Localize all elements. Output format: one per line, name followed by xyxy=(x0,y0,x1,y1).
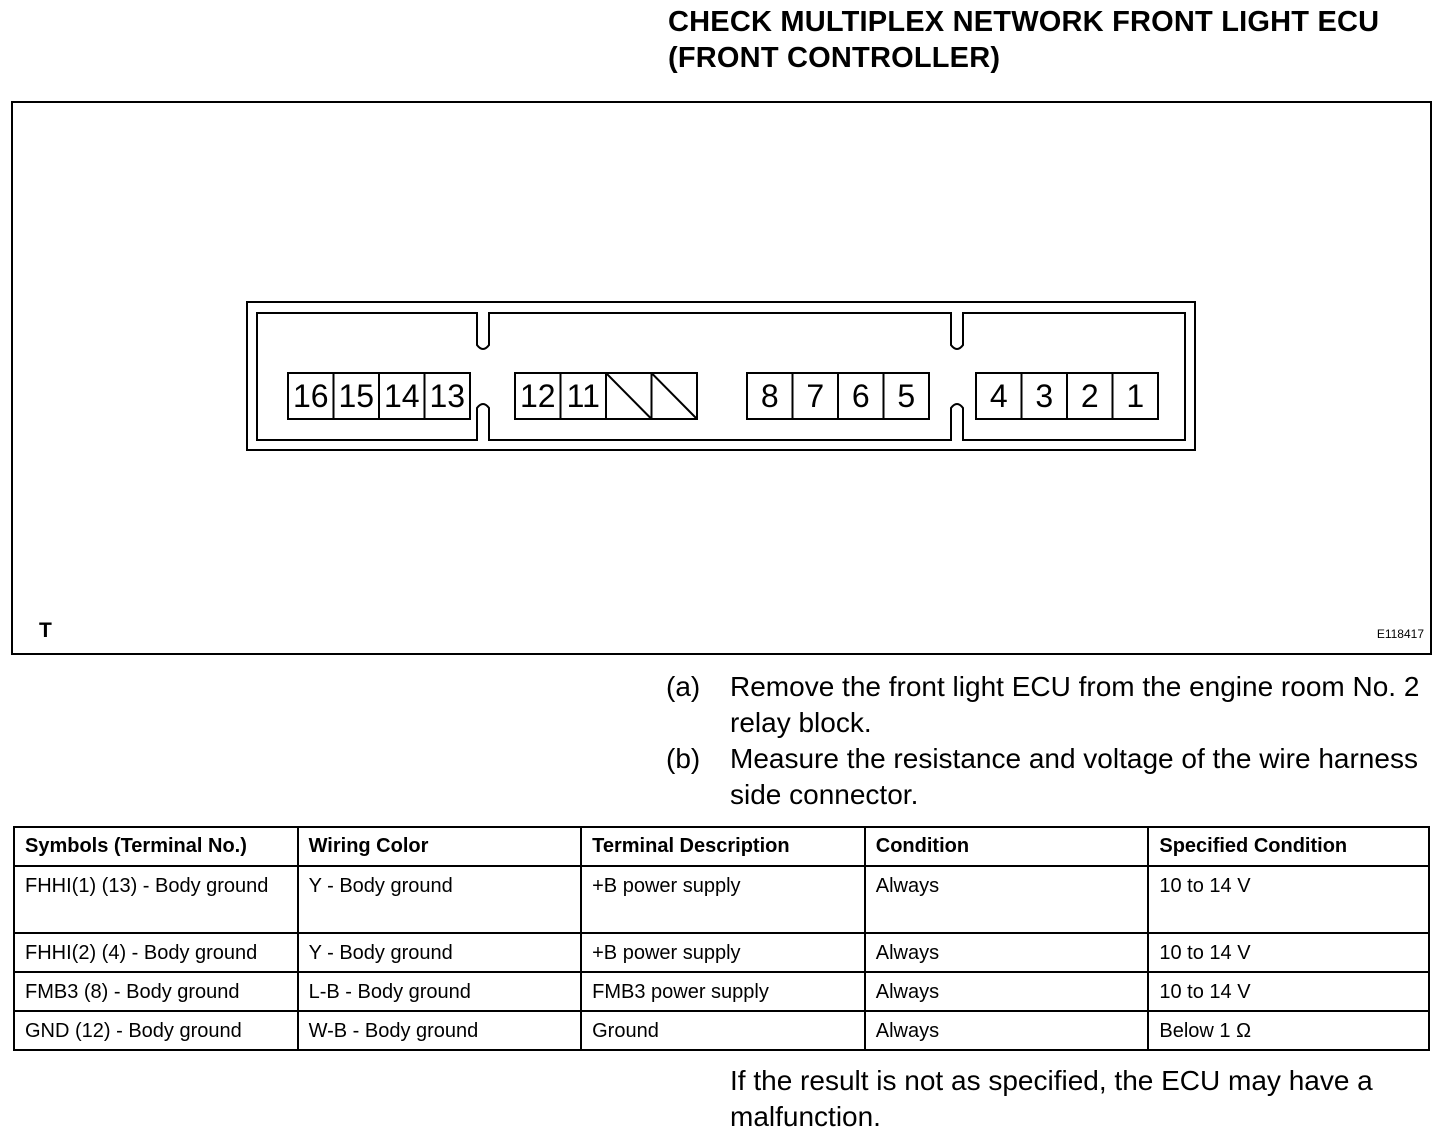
cell-specified-condition: 10 to 14 V xyxy=(1148,933,1429,972)
cell-terminal-description: +B power supply xyxy=(581,866,865,933)
terminal-number: 2 xyxy=(1080,378,1099,414)
result-note: If the result is not as specified, the ECU may have a malfunction. xyxy=(730,1065,1373,1132)
header-condition: Condition xyxy=(865,827,1149,866)
table-row xyxy=(14,972,1429,1011)
title-line-2: (FRONT CONTROLLER) xyxy=(668,42,1001,74)
cell-symbols: GND (12) - Body ground xyxy=(14,1011,298,1050)
terminal-number: 4 xyxy=(989,378,1008,414)
cell-wiring-color: Y - Body ground xyxy=(298,866,582,933)
terminal-number: 14 xyxy=(383,378,420,414)
header-wiring-color: Wiring Color xyxy=(298,827,582,866)
header-symbols: Symbols (Terminal No.) xyxy=(14,827,298,866)
connector-diagram xyxy=(13,103,1434,657)
cell-specified-condition: Below 1 Ω xyxy=(1148,1011,1429,1050)
step-b xyxy=(666,741,1446,813)
step-text: Remove the front light ECU from the engine room No. 2 relay block. xyxy=(730,671,1420,738)
terminal-number: 5 xyxy=(897,378,916,414)
terminal-number: 1 xyxy=(1126,378,1145,414)
step-label: (b) xyxy=(666,743,701,774)
cell-wiring-color: L-B - Body ground xyxy=(298,972,582,1011)
cell-wiring-color: W-B - Body ground xyxy=(298,1011,582,1050)
step-label: (a) xyxy=(666,671,701,702)
cell-specified-condition: 10 to 14 V xyxy=(1148,866,1429,933)
header-specified-condition: Specified Condition xyxy=(1148,827,1429,866)
terminal-number: 15 xyxy=(338,378,375,414)
figure-corner-label: T xyxy=(39,619,52,642)
table-row xyxy=(14,933,1429,972)
cell-terminal-description: Ground xyxy=(581,1011,865,1050)
title-line-1: CHECK MULTIPLEX NETWORK FRONT LIGHT ECU xyxy=(668,6,1380,38)
cell-condition: Always xyxy=(865,972,1149,1011)
page-title xyxy=(668,4,1438,76)
terminal-number: 13 xyxy=(429,378,466,414)
table-row xyxy=(14,1011,1429,1050)
cell-symbols: FHHI(1) (13) - Body ground xyxy=(14,866,298,933)
header-terminal-description: Terminal Description xyxy=(581,827,865,866)
terminal-number: 12 xyxy=(519,378,556,414)
connector-figure xyxy=(11,101,1432,655)
cell-condition: Always xyxy=(865,933,1149,972)
cell-specified-condition: 10 to 14 V xyxy=(1148,972,1429,1011)
cell-condition: Always xyxy=(865,866,1149,933)
terminal-cells xyxy=(288,373,1158,419)
table-header-row xyxy=(14,827,1429,866)
cell-terminal-description: +B power supply xyxy=(581,933,865,972)
terminal-number: 16 xyxy=(292,378,329,414)
cell-terminal-description: FMB3 power supply xyxy=(581,972,865,1011)
table-row xyxy=(14,866,1429,933)
terminal-number: 3 xyxy=(1035,378,1054,414)
terminal-number: 7 xyxy=(806,378,825,414)
cell-symbols: FMB3 (8) - Body ground xyxy=(14,972,298,1011)
cell-symbols: FHHI(2) (4) - Body ground xyxy=(14,933,298,972)
terminal-number: 11 xyxy=(566,378,600,414)
cell-condition: Always xyxy=(865,1011,1149,1050)
terminal-number: 8 xyxy=(760,378,779,414)
step-a xyxy=(666,669,1446,741)
spec-table xyxy=(13,826,1430,1051)
figure-code: E118417 xyxy=(1376,627,1424,641)
step-text: Measure the resistance and voltage of the wire harness side connector. xyxy=(730,743,1418,810)
cell-wiring-color: Y - Body ground xyxy=(298,933,582,972)
terminal-number: 6 xyxy=(851,378,870,414)
step-list xyxy=(666,669,1446,813)
